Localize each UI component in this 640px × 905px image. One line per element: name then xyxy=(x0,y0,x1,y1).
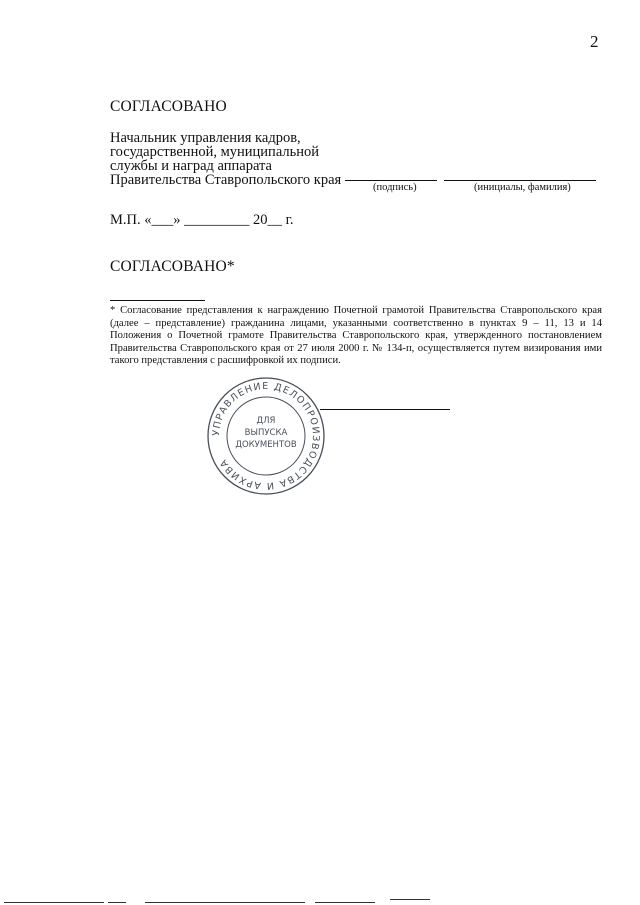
official-line: Начальник управления кадров, xyxy=(110,130,301,146)
official-line: государственной, муниципальной xyxy=(110,144,319,160)
scan-artifact xyxy=(4,902,104,903)
signature-caption: (подпись) xyxy=(373,182,417,193)
footnote-text: * Согласование представления к награждению Почетной грамотой Правительства Ставропольского края (далее – представление) гражданина лицами, указанными соответственно в пунктах 9 – 11, 13 и 14 Положения о Почетной грамоте Правительства Ставропольского края, утвержденного постановлением Правительства Ставропольского края от 27 июля 2000 г. № 134-п, осуществляется путем визирования ими такого представления с расшифровкой их подписи. xyxy=(110,305,602,367)
scan-artifact xyxy=(145,902,305,903)
stamp-center-line: ДЛЯ xyxy=(256,416,276,426)
name-caption: (инициалы, фамилия) xyxy=(474,182,571,193)
official-line: службы и наград аппарата xyxy=(110,158,272,174)
official-line: Правительства Ставропольского края xyxy=(110,172,342,188)
scan-artifact xyxy=(315,902,375,903)
signature-line xyxy=(345,180,437,181)
stamp-center-line: ДОКУМЕНТОВ xyxy=(235,440,297,450)
page-number: 2 xyxy=(590,32,599,51)
seal-date-line: М.П. «___» _________ 20__ г. xyxy=(110,212,294,228)
footnote-separator xyxy=(110,300,205,301)
scan-artifact xyxy=(390,899,430,900)
stamp-ring-text: УПРАВЛЕНИЕ ДЕЛОПРОИЗВОДСТВА И АРХИВА xyxy=(210,380,322,492)
visa-signature-line xyxy=(320,409,450,410)
scan-artifact xyxy=(108,902,126,903)
stamp-center-line: ВЫПУСКА xyxy=(244,428,288,438)
approval-heading-2: СОГЛАСОВАНО* xyxy=(110,258,235,275)
approval-heading-1: СОГЛАСОВАНО xyxy=(110,98,227,115)
name-line xyxy=(444,180,596,181)
official-stamp xyxy=(203,373,329,499)
official-title xyxy=(110,131,370,187)
